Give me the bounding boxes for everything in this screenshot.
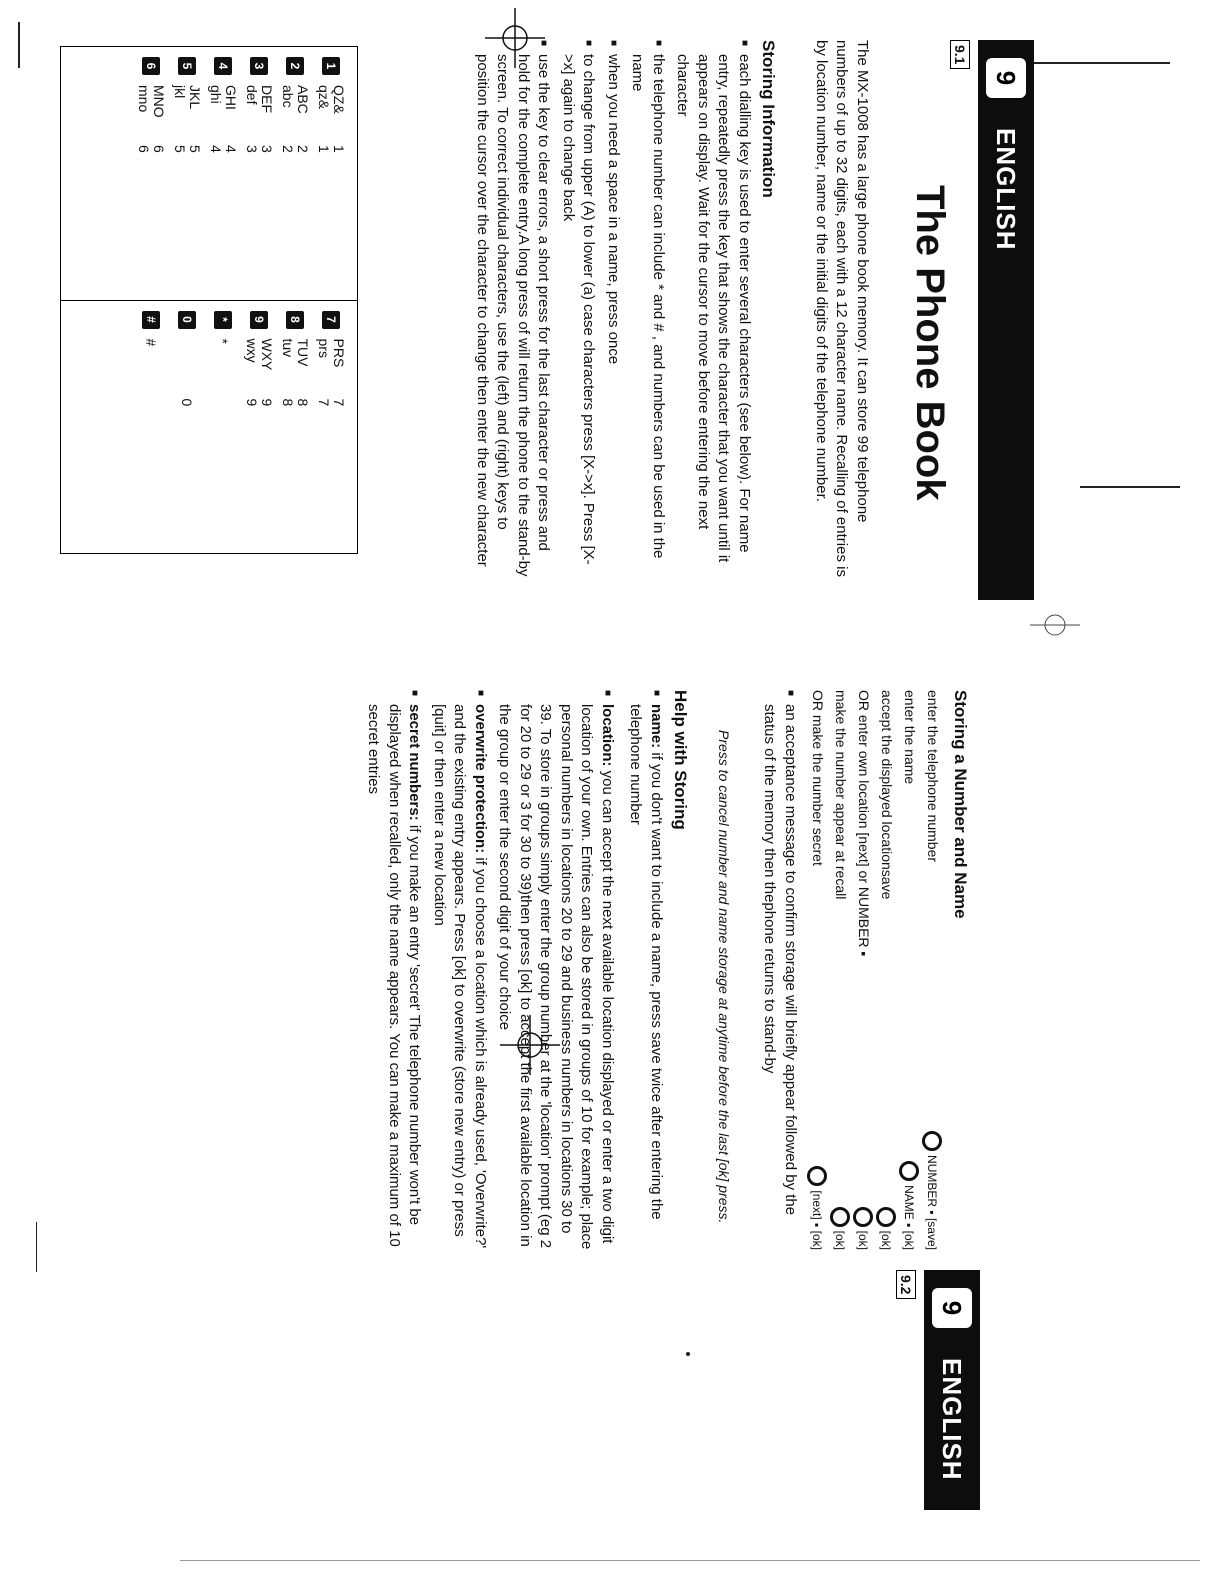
ok-button-icon: [899, 1161, 919, 1181]
step-row: [806, 690, 829, 1250]
step-action: NUMBER ▪ [save]: [925, 1155, 939, 1250]
key-6-icon: 6: [142, 57, 160, 75]
key-row: 2 ABC abc 2 2: [277, 57, 313, 290]
step-action: [next] ▪ [ok]: [810, 1190, 824, 1250]
bullet-star-hash: ■ the telephone number can include * and # , and numbers can be used in the name: [627, 40, 668, 580]
help-name: ■ name: if you don't want to include a name, press save twice after entering the telephone number: [625, 690, 666, 1250]
registration-mark-middle: [1030, 600, 1080, 650]
key-row: * *: [205, 311, 241, 544]
key-row: 9 WXY wxy 9 9: [241, 311, 277, 544]
ok-button-icon: [876, 1207, 896, 1227]
key-7-icon: 7: [322, 311, 340, 329]
help-location: ■ location: you can accept the next available location displayed or enter a two digit location of your own. Entries can also be stored in groups of 10 for example; place personal numbers in locations 20 to 29 and business numbers in locations 30 to 39. To store in groups simply enter the group number at the 'location' prompt (eg 2 for 20 to 29 or 3 for 30 to 39)then press [ok] to accept the first available location in the group or enter the second digit of your choice: [494, 690, 617, 1250]
storing-number-heading: Storing a Number and Name: [951, 690, 970, 919]
chapter-bar-2: [924, 1270, 980, 1510]
acceptance-bullet: ■ an acceptance message to confirm storage will briefly appear followed by the status of the memory then thephone returns to stand-by: [759, 690, 800, 1250]
page-9-1: [54, 40, 1034, 600]
step-row: [898, 690, 921, 1250]
help-heading: Help with Storing: [671, 690, 690, 830]
key-row: 6 MNO mno 6 6: [133, 57, 169, 290]
key-0-icon: 0: [178, 311, 196, 329]
page-title: The Phone Book: [908, 185, 952, 501]
language-label-2: ENGLISH: [937, 1358, 968, 1481]
key-2-icon: 2: [286, 57, 304, 75]
step-text: make the number appear at recall: [833, 690, 849, 900]
key-3-icon: 3: [250, 57, 268, 75]
key-row: 3 DEF def 3 3: [241, 57, 277, 290]
bullet-clear: ■ use the key to clear errors, a short press for the last character or press and hold for the complete entry.A long press of will return the phone to the stand-by screen. To correct individual characters, use the (left) and (right) keys to position the cursor over the character to change then enter the new character: [472, 40, 554, 580]
storing-bullets: [472, 40, 755, 580]
intro-paragraph: The MX-1008 has a large phone book memory. It can store 99 telephone numbers of up to 32 digits, each with a 12 character name. Recalling of entries is by location number, name or the initial digits of the telephone number.: [813, 40, 871, 577]
scan-line-bottom: [180, 1560, 1200, 1561]
page-number: 9.1: [950, 40, 970, 69]
key-row: 7 PRS prs 7 7: [313, 311, 349, 544]
help-overwrite: ■ overwrite protection: if you choose a location which is already used, 'Overwrite?' and the existing entry appears. Press [ok] to overwrite (store new entry) or press [quit] or then enter a new location: [429, 690, 491, 1250]
language-label: ENGLISH: [991, 128, 1022, 251]
key-4-icon: 4: [214, 57, 232, 75]
key-1-icon: 1: [322, 57, 340, 75]
chapter-bar: [978, 40, 1034, 600]
key-row: # #: [133, 311, 169, 544]
key-row: 1 QZ& qz& 1 1: [313, 57, 349, 290]
crop-line-mid-right: [1080, 486, 1180, 488]
key-row: 4 GHI ghi 4 4: [205, 57, 241, 290]
ok-button-icon: [853, 1207, 873, 1227]
page-9-2: [110, 690, 990, 1510]
chapter-number: 9: [986, 58, 1026, 98]
bullet-case: ■ to change from upper (A) to lower (a) case characters press [X->x]. Press [X->x] again to change back: [558, 40, 599, 580]
step-row: [829, 690, 852, 1250]
scan-line-left-bottom: [36, 1222, 37, 1272]
key-row: 5 JKL jkl 5 5: [169, 57, 205, 290]
step-text: enter the name: [902, 690, 918, 785]
character-table-right: [61, 300, 357, 554]
key-row: 8 TUV tuv 8 8: [277, 311, 313, 544]
help-secret: ■ secret numbers: if you make an entry 'secret' The telephone number won't be displayed when recalled, only the name appears. You can make a maximum of 10 secret entries: [363, 690, 425, 1250]
step-text: OR make the number secret: [810, 690, 826, 866]
step-action: NAME ▪ [ok]: [902, 1185, 916, 1250]
step-text: OR enter own location [next] or NUMBER ▪: [856, 690, 872, 957]
step-text: accept the displayed locationsave: [879, 690, 895, 900]
step-action: [ok]: [879, 1230, 893, 1250]
ok-button-icon: [830, 1207, 850, 1227]
ok-button-icon: [807, 1166, 827, 1186]
ok-button-icon: [922, 1131, 942, 1151]
key-8-icon: 8: [286, 311, 304, 329]
storing-heading: Storing Information: [759, 40, 778, 198]
bullet-dialling-key: ■ each dialling key is used to enter several characters (see below). For name entry, repeatedly press the key that shows the character that you want until it appears on display. Wait for the cursor to move before entering the next character: [672, 40, 754, 580]
key-9-icon: 9: [250, 311, 268, 329]
key-star-icon: *: [214, 311, 232, 329]
cancel-note: Press to cancel number and name storage at anytime before the last [ok] press.: [716, 730, 732, 1224]
acceptance-list: [759, 690, 800, 1250]
step-action: [ok]: [833, 1230, 847, 1250]
help-list: [363, 690, 666, 1250]
step-row: [921, 690, 944, 1250]
storing-steps: [806, 690, 944, 1250]
step-row: [875, 690, 898, 1250]
step-row: [852, 690, 875, 1250]
page-number-2: 9.2: [896, 1270, 916, 1299]
bullet-space: ■ when you need a space in a name, press once: [603, 40, 624, 580]
step-action: [ok]: [856, 1230, 870, 1250]
crop-line-top-right: [1030, 62, 1170, 64]
step-text: enter the telephone number: [925, 690, 941, 863]
chapter-number-2: 9: [932, 1288, 972, 1328]
scan-line-left-top: [18, 22, 20, 68]
character-table-left: [61, 47, 357, 300]
key-hash-icon: #: [142, 311, 160, 329]
key-5-icon: 5: [178, 57, 196, 75]
character-table: [60, 46, 358, 554]
key-row: 0 0: [169, 311, 205, 544]
